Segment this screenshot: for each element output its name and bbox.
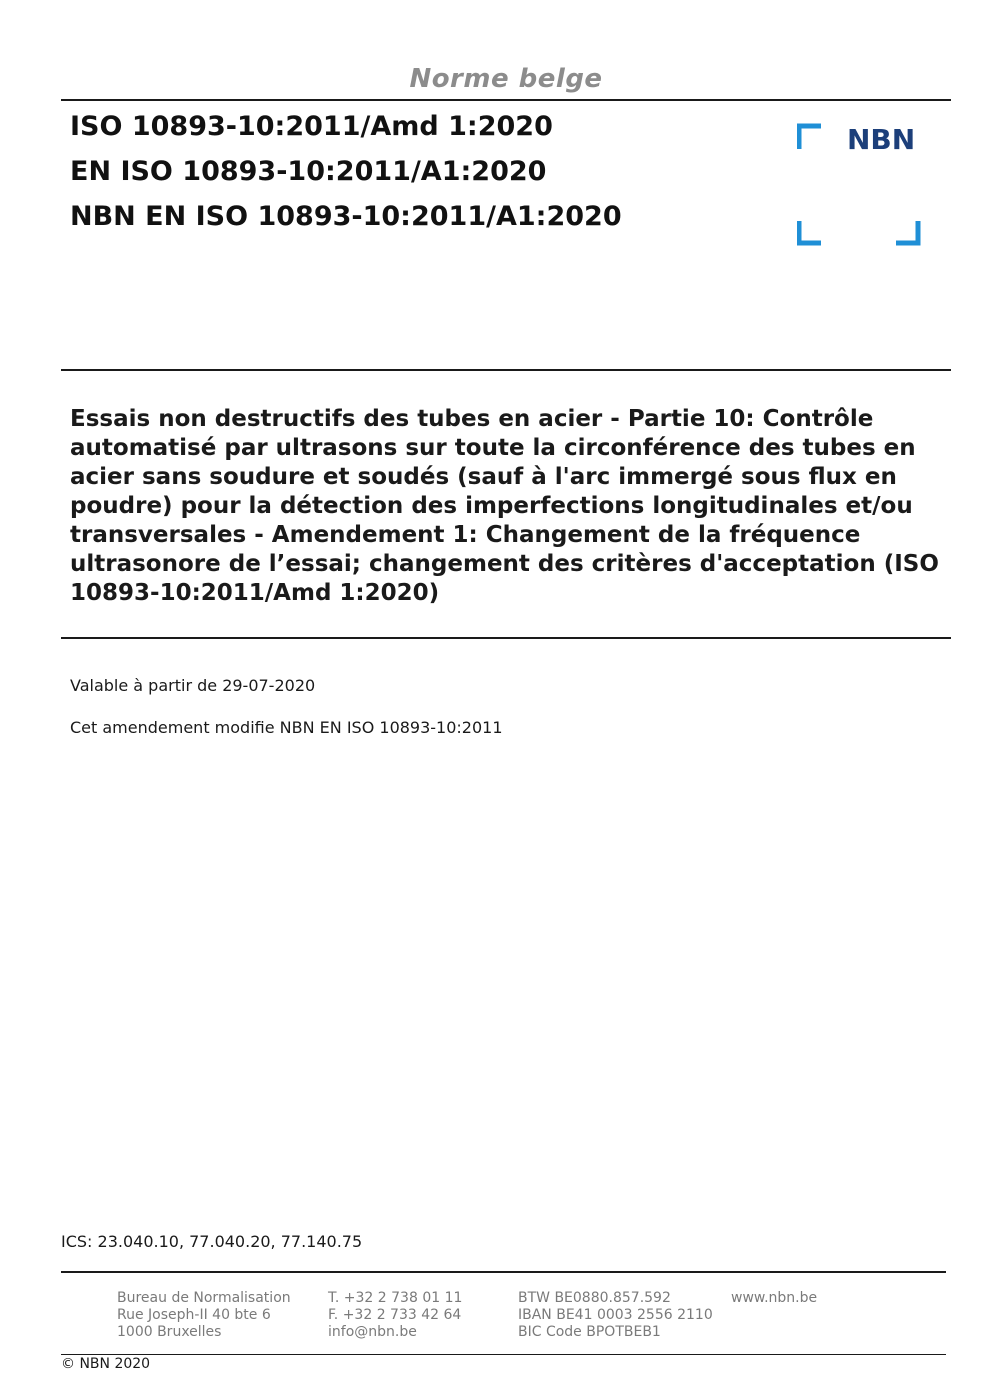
footer-vat: BTW BE0880.857.592: [518, 1290, 671, 1306]
amendment-note: Cet amendement modifie NBN EN ISO 10893-10:2011: [70, 718, 503, 737]
footer-phone: T. +32 2 738 01 11: [328, 1290, 463, 1306]
en-identifier: EN ISO 10893-10:2011/A1:2020: [70, 156, 547, 187]
logo-corner-bottom-right: [896, 221, 918, 243]
footer-website[interactable]: www.nbn.be: [731, 1290, 818, 1306]
ics-codes: ICS: 23.040.10, 77.040.20, 77.140.75: [61, 1232, 363, 1251]
footer-contact: [328, 1290, 462, 1341]
footer-address-line: Rue Joseph-II 40 bte 6: [117, 1307, 271, 1323]
validity-date: Valable à partir de 29-07-2020: [70, 676, 316, 695]
title-divider: [61, 637, 951, 639]
footer-bank-details: [518, 1290, 713, 1341]
footer-email[interactable]: info@nbn.be: [328, 1324, 417, 1340]
logo-corner-bottom-left: [799, 221, 821, 243]
document-type-label: Norme belge: [409, 64, 603, 94]
copyright-divider: [61, 1354, 946, 1355]
logo-corner-top-left: [799, 126, 821, 149]
footer-bic: BIC Code BPOTBEB1: [518, 1324, 661, 1340]
copyright: © NBN 2020: [61, 1356, 151, 1372]
footer-iban: IBAN BE41 0003 2556 2110: [518, 1307, 713, 1323]
document-title: Essais non destructifs des tubes en acier - Partie 10: Contrôle automatisé par ultrasons sur toute la circonférence des tubes en acier sans soudure et soudés (sauf à l'arc immergé sous flux en poudre) pour la détection des imperfections longitudinales et/ou transversales - Amendement 1: Changement de la fréquence ultrasonore de l’essai; changement des critères d'acceptation (ISO 10893-10:2011/Amd 1:2020): [70, 406, 939, 606]
identifiers-divider: [61, 369, 951, 371]
footer-website-block: [731, 1290, 817, 1307]
iso-identifier: ISO 10893-10:2011/Amd 1:2020: [70, 111, 553, 142]
logo-text: NBN: [847, 123, 916, 156]
nbn-identifier: NBN EN ISO 10893-10:2011/A1:2020: [70, 201, 622, 232]
nbn-logo: [797, 123, 921, 247]
footer-address-line: 1000 Bruxelles: [117, 1324, 222, 1340]
footer-fax: F. +32 2 733 42 64: [328, 1307, 462, 1323]
footer-address-line: Bureau de Normalisation: [117, 1290, 291, 1306]
footer-address: [117, 1290, 291, 1341]
header-divider: [61, 99, 951, 101]
footer-divider: [61, 1271, 946, 1273]
